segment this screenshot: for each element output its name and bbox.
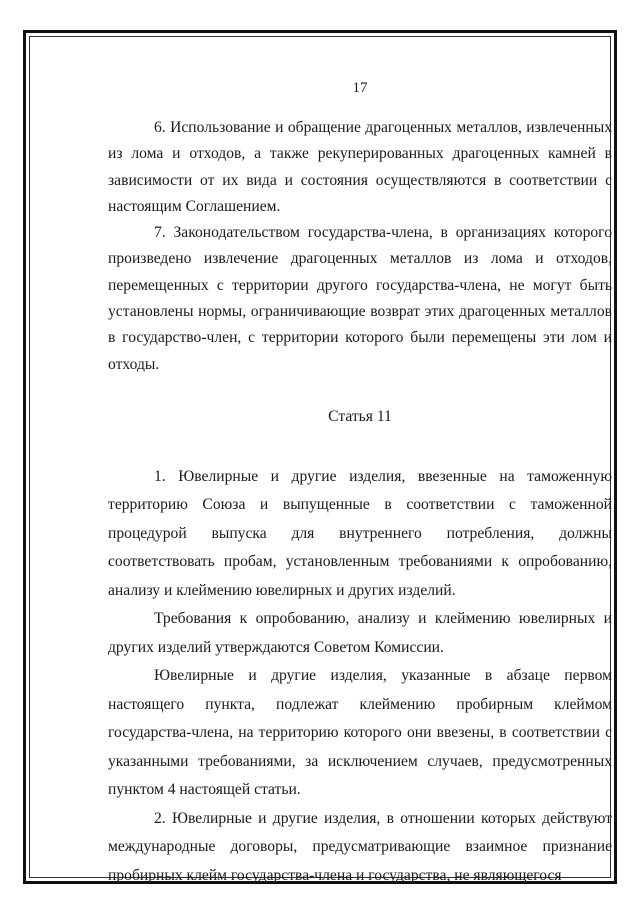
page-frame bbox=[23, 30, 617, 884]
paragraph-7: 7. Законодательством государства-члена, в организациях которого произведено извлечение драгоценных металлов из лома и отходов, перемещенных с территории другого государства-члена, не могут быть установлены нормы, ограничивающие возврат этих драгоценных металлов в государство-член, с территории которого были перемещены эти лом и отходы. bbox=[108, 224, 612, 373]
article-11-paragraph-1: 1. Ювелирные и другие изделия, ввезенные на таможенную территорию Союза и выпущенные в соответствии с таможенной процедурой выпуска для внутреннего потребления, должны соответствовать пробам, установленным требованиями к опробованию, анализу и клеймению ювелирных и других изделий. bbox=[108, 467, 612, 599]
page-content bbox=[108, 79, 612, 890]
page-number: 17 bbox=[352, 80, 368, 96]
article-11-paragraph-requirements: Требования к опробованию, анализу и клеймению ювелирных и других изделий утверждаются Советом Комиссии. bbox=[108, 610, 612, 656]
article-11-paragraph-2: 2. Ювелирные и другие изделия, в отношении которых действуют международные договоры, предусматривающие взаимное признание пробирных клейм государства-члена и государства, не являющегося bbox=[108, 809, 612, 884]
paragraph-6: 6. Использование и обращение драгоценных металлов, извлеченных из лома и отходов, а также рекуперированных драгоценных камней в зависимости от их вида и состояния осуществляются в соответствии с настоящим Соглашением. bbox=[108, 119, 612, 215]
article-11-paragraph-hallmarking: Ювелирные и другие изделия, указанные в абзаце первом настоящего пункта, подлежат клеймению пробирным клеймом государства-члена, на территорию которого они ввезены, в соответствии с указанными требованиями, за исключением случаев, предусмотренных пунктом 4 настоящей статьи. bbox=[108, 667, 612, 799]
article-heading: Статья 11 bbox=[328, 407, 392, 425]
